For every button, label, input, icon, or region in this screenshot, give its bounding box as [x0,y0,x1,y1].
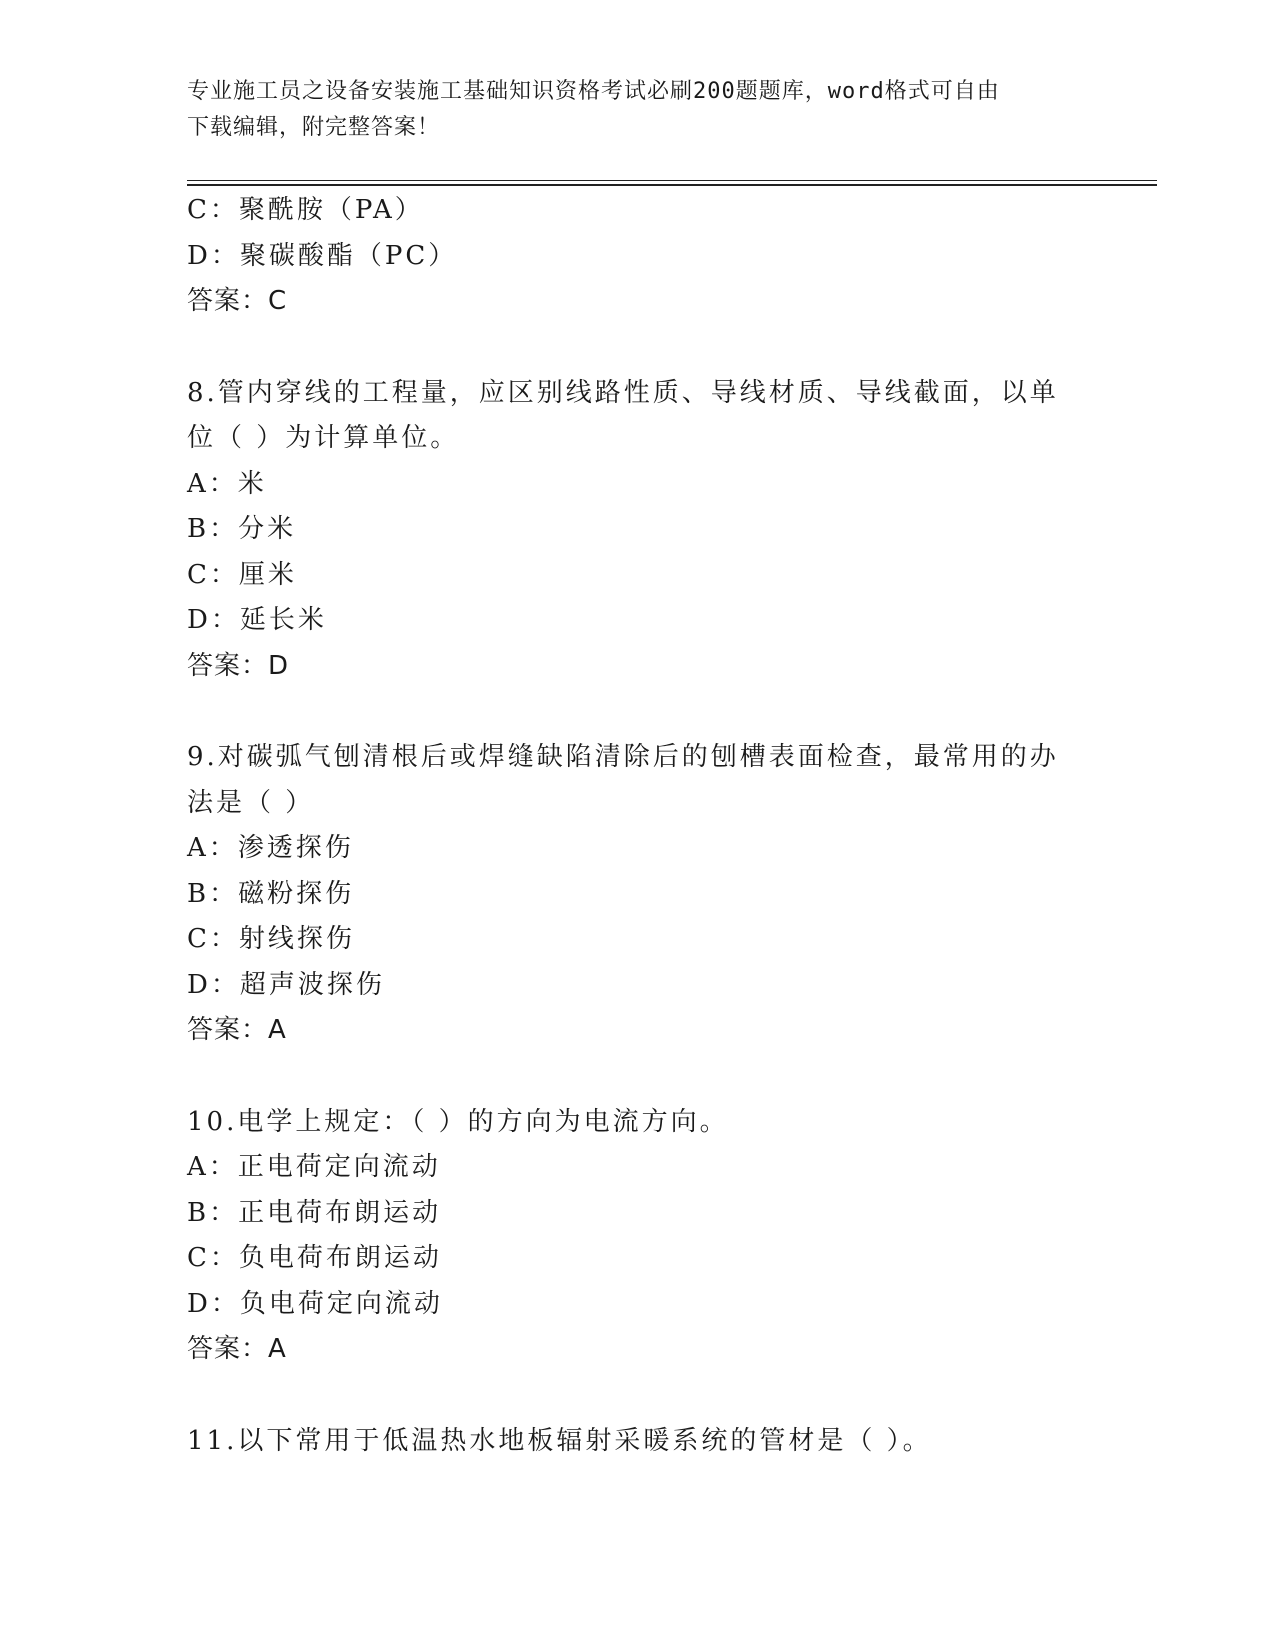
question-10-stem-1: 10.电学上规定：（ ）的方向为电流方向。 [187,1106,729,1137]
spacer [187,1373,1087,1419]
question-8-stem-1: 8.管内穿线的工程量，应区别线路性质、导线材质、导线截面，以单 [187,377,1059,408]
option-9c: C：射线探伤 [187,924,355,954]
option-8c: C：厘米 [187,559,297,590]
spacer [187,689,1087,735]
spacer [187,1054,1087,1100]
option-10d: D：负电荷定向流动 [187,1288,443,1319]
answer-8: 答案：D [187,650,290,681]
question-10 [187,1100,1087,1373]
question-7-continued [187,188,1087,325]
answer-9: 答案：A [187,1015,287,1045]
option-9d: D：超声波探伤 [187,969,385,1000]
answer-7: 答案：C [187,286,288,316]
option-9b: B：磁粉探伤 [187,878,355,909]
question-11 [187,1419,1087,1465]
option-10a: A：正电荷定向流动 [187,1152,441,1182]
option-8a: A：米 [187,468,267,499]
option-8d: D：延长米 [187,605,327,635]
question-11-stem-1: 11.以下常用于低温热水地板辐射采暖系统的管材是（ ）。 [187,1425,932,1456]
question-9-stem-2: 法是（ ） [187,787,315,818]
document-header [187,74,1067,146]
question-8-stem-2: 位（ ）为计算单位。 [187,423,460,453]
option-8b: B：分米 [187,514,297,544]
question-9-stem-1: 9.对碳弧气刨清根后或焊缝缺陷清除后的刨槽表面检查，最常用的办 [187,742,1059,772]
question-9 [187,735,1087,1054]
question-content [187,188,1087,1464]
header-line-2: 下载编辑，附完整答案！ [187,115,441,140]
option-7c: C：聚酰胺（PA） [187,195,424,225]
question-8 [187,371,1087,690]
option-10b: B：正电荷布朗运动 [187,1197,442,1228]
answer-10: 答案：A [187,1334,287,1364]
header-divider-thick [187,184,1157,186]
header-line-1: 专业施工员之设备安装施工基础知识资格考试必刷200题题库，word格式可自由 [187,79,1000,104]
option-9a: A：渗透探伤 [187,833,354,863]
header-divider-thin [187,180,1157,181]
option-10c: C：负电荷布朗运动 [187,1243,442,1273]
option-7d: D：聚碳酸酯（PC） [187,240,458,271]
spacer [187,325,1087,371]
